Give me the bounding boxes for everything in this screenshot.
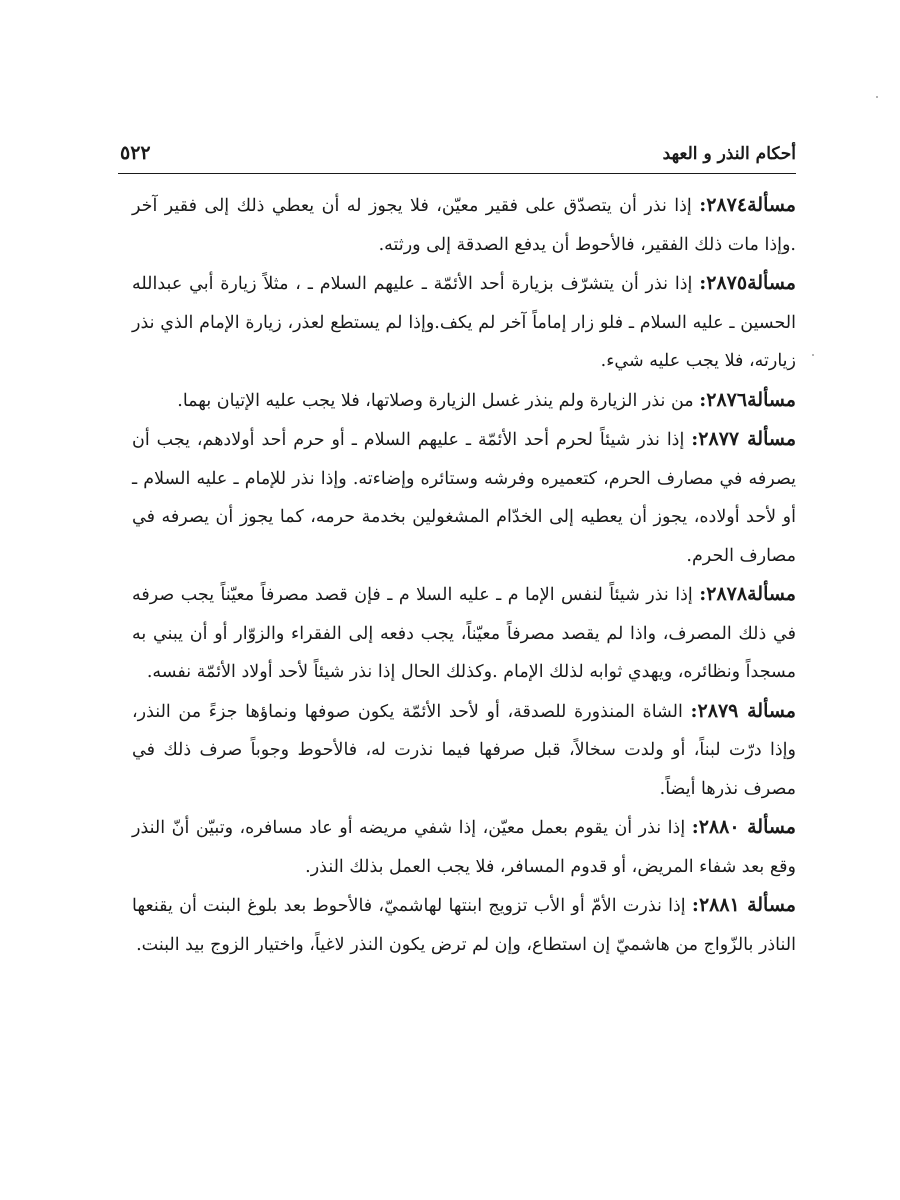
- issue-2880: [132, 808, 796, 886]
- issue-label: مسألة ٢٨٧٩:: [690, 699, 796, 722]
- issue-text: إذا نذر شيئاً لنفس الإما م ـ عليه السلا م ـ فإن قصد مصرفاً معيّناً يجب صرفه في ذلك المصرف، واذا لم يقصد مصرفاً معيّناً، يجب دفعه إلى الفقراء والزوّار أو أن يبني به مسجداً ونظائره، ويهدي ثوابه لذلك الإمام .وكذلك الحال إذا نذر شيئاً لأحد أولاد الأئمّة نفسه.: [132, 585, 796, 682]
- header-divider: [118, 173, 796, 174]
- issue-label: مسألة ٢٨٨١:: [691, 894, 796, 916]
- issue-label: مسألة ٢٨٧٧:: [691, 428, 796, 450]
- issue-text: إذا نذر شيئاً لحرم أحد الأئمّة ـ عليهم السلام ـ أو حرم أحد أولادهم، يجب أن يصرفه في مصارف الحرم، كتعميره وفرشه وستائره وإضاءته. وإذا نذر للإمام ـ عليه السلام ـ أو لأحد أولاده، يجوز أن يعطيه إلى الخدّام المشغولين بخدمة حرمه، كما يجوز أن يصرفه في مصارف الحرم.: [132, 430, 796, 566]
- issue-label: مسألة٢٨٧٨:: [699, 583, 796, 605]
- page-body: [132, 186, 796, 964]
- issue-text: إذا نذر أن يقوم بعمل معيّن، إذا شفي مريضه أو عاد مسافره، وتبيّن أنّ النذر وقع بعد شفاء المريض، أو قدوم المسافر، فلا يجب العمل بذلك النذر.: [132, 818, 796, 877]
- issue-2881: [132, 886, 796, 964]
- issue-text: الشاة المنذورة للصدقة، أو لأحد الأئمّة يكون صوفها ونماؤها جزءً من النذر، وإذا درّت لبناً، أو ولدت سخالاً، قبل صرفها فيما نذرت له، فالأحوط وجوباً صرف ذلك في مصرف نذرها أيضاً.: [132, 701, 796, 799]
- chapter-title: أحكام النذر و العهد: [662, 144, 796, 164]
- page-number: ٥٢٢: [120, 142, 151, 164]
- issue-label: مسألة٢٨٧٦:: [699, 388, 796, 411]
- issue-label: مسألة ٢٨٨٠:: [691, 816, 796, 838]
- issue-text: إذا نذرت الأمّ أو الأب تزويج ابنتها لهاشميّ، فالأحوط بعد بلوغ البنت أن يقنعها الناذر بالزّواج من هاشميّ إن استطاع، وإن لم ترض يكون النذر لاغياً، واختيار الزوج بيد البنت.: [132, 896, 796, 955]
- issue-2878: [132, 575, 796, 692]
- running-header: [118, 140, 796, 174]
- issue-text: إذا نذر أن يتصدّق على فقير معيّن، فلا يجوز له أن يعطي ذلك إلى فقير آخر .وإذا مات ذلك الفقير، فالأحوط أن يدفع الصدقة إلى ورثته.: [132, 196, 796, 255]
- issue-text: من نذر الزيارة ولم ينذر غسل الزيارة وصلاتها، فلا يجب عليه الإتيان بهما.: [177, 390, 694, 411]
- issue-2874: [132, 186, 796, 264]
- issue-2876: [132, 381, 796, 421]
- issue-label: مسألة٢٨٧٤:: [699, 194, 796, 216]
- issue-2879: [132, 692, 796, 809]
- issue-label: مسألة٢٨٧٥:: [699, 272, 796, 294]
- scan-speck: [876, 96, 878, 98]
- issue-text: إذا نذر أن يتشرّف بزيارة أحد الأئمّة ـ عليهم السلام ـ ، مثلاً زيارة أبي عبدالله الحسين ـ عليه السلام ـ فلو زار إماماً آخر لم يكف.وإذا لم يستطع لعذر، زيارة الإمام الذي نذر زيارته، فلا يجب عليه شيء.: [132, 274, 796, 371]
- issue-2877: [132, 420, 796, 575]
- issue-2875: [132, 264, 796, 381]
- scan-speck: [812, 354, 814, 356]
